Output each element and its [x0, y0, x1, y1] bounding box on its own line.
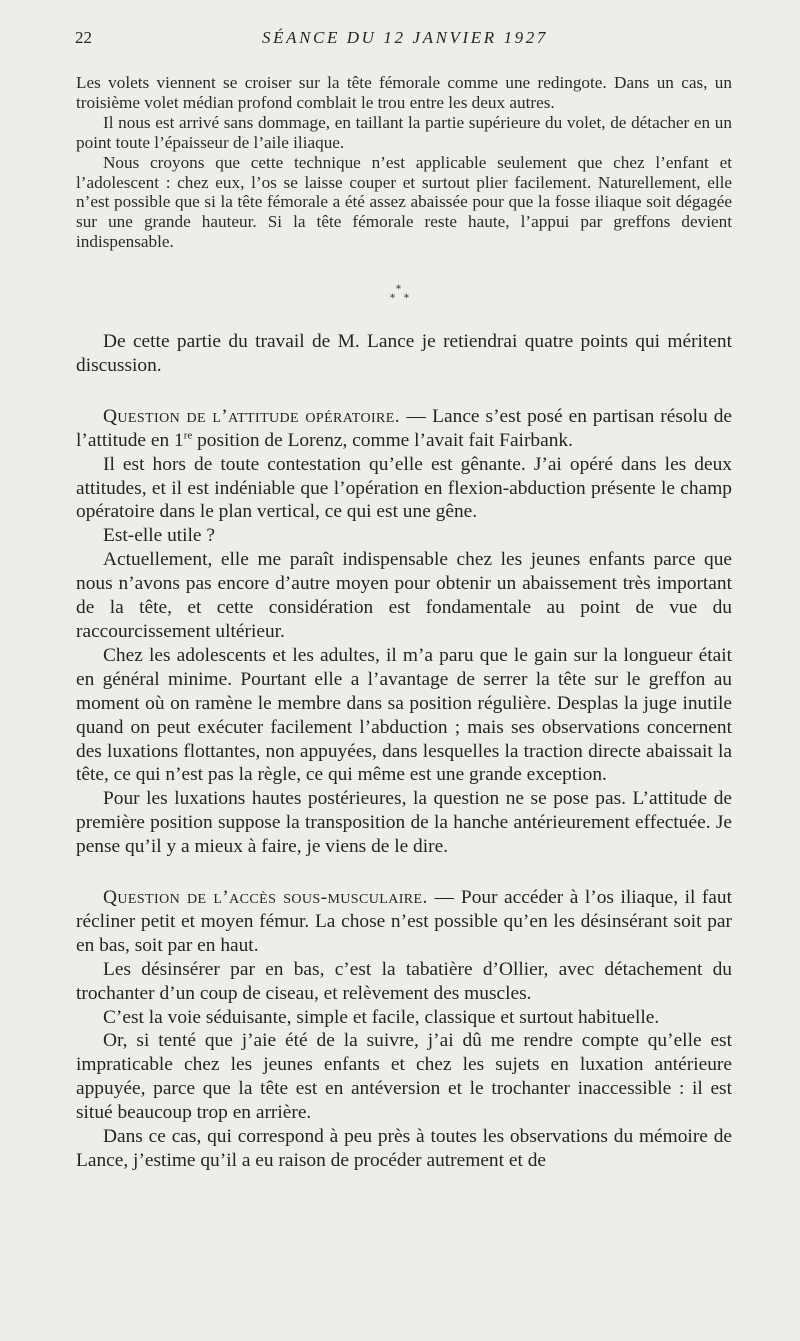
main-text-block	[76, 330, 732, 1173]
paragraph: Est-elle utile ?	[103, 525, 215, 547]
paragraph: Il nous est arrivé sans dommage, en taillant la partie supérieure du volet, de détacher en un point toute l’épaisseur de l’aile iliaque.	[76, 112, 732, 152]
paragraph: Chez les adolescents et les adultes, il m’a paru que le gain sur la longueur était en général minime. Pourtant elle a l’avantage de serrer la tête sur le greffon au moment où on ramène le membre dans sa position régulière. Desplas la juge inutile quand on peut exécuter facilement l’abduction ; mais ses observations concernent des luxations flottantes, non appuyées, dans lesquelles la traction directe abaissait la tête, ce qui n’est pas la règle, ce qui même est une grande exception.	[76, 644, 732, 786]
section-heading: Question de l’accès sous-musculaire. —	[103, 887, 455, 909]
paragraph: Actuellement, elle me paraît indispensable chez les jeunes enfants parce que nous n’avons pas encore d’autre moyen pour obtenir un abaissement très important de la tête, et cette considération est fondamentale au point de vue du raccourcissement ultérieur.	[76, 549, 732, 642]
star-mark: *	[396, 284, 401, 295]
section-opening-paragraph	[76, 405, 732, 453]
paragraph: C’est la voie séduisante, simple et facile, classique et surtout habituelle.	[103, 1006, 660, 1028]
running-head	[0, 28, 800, 52]
paragraph: Nous croyons que cette technique n’est applicable seulement que chez l’enfant et l’adolescent : chez eux, l’os se laisse couper et surtout plier facilement. Naturellement, elle n’est possible que si la tête fémorale a été assez abaissée pour que la fosse iliaque soit dégagée sur une grande hauteur. Si la tête fémorale reste haute, l’appui par greffons devient indispensable.	[76, 152, 732, 252]
paragraph: Dans ce cas, qui correspond à peu près à toutes les observations du mémoire de Lance, j’estime qu’il a eu raison de procéder autrement et de	[76, 1126, 732, 1171]
section-opening-text: Lance s’est posé en partisan résolu de l’attitude en 1	[76, 405, 732, 451]
continued-text-block	[76, 73, 732, 252]
paragraph: Il est hors de toute contestation qu’elle est gênante. J’ai opéré dans les deux attitudes, et il est indéniable que l’opération en flexion-abduction présente le champ opératoire dans le plan vertical, ce qui est une gêne.	[76, 453, 732, 523]
paragraph: Pour les luxations hautes postérieures, la question ne se pose pas. L’attitude de première position suppose la transposition de la hanche antérieurement effectuée. Je pense qu’il y a mieux à faire, je viens de le dire.	[76, 788, 732, 858]
star-mark: *	[404, 293, 409, 304]
section-opening-text: Pour accéder à l’os iliaque, il faut récliner petit et moyen fémur. La chose n’est possible qu’en les désinsérant soit par en bas, soit par en haut.	[76, 887, 732, 956]
section-opening-text: position de Lorenz, comme l’avait fait Fairbank.	[192, 429, 573, 451]
paragraph: Les volets viennent se croiser sur la tête fémorale comme une redingote. Dans un cas, un troisième volet médian profond comblait le trou entre les deux autres.	[76, 73, 732, 112]
intro-paragraph: De cette partie du travail de M. Lance je retiendrai quatre points qui méritent discussion.	[76, 331, 732, 376]
page-header-title: SÉANCE DU 12 JANVIER 1927	[262, 28, 548, 47]
asterism-separator	[375, 284, 425, 308]
paragraph: Or, si tenté que j’aie été de la suivre, j’ai dû me rendre compte qu’elle est impraticable chez les jeunes enfants et chez les sujets en luxation antérieure appuyée, parce que la tête est en antéversion et le trochanter inaccessible : il est situé beaucoup trop en arrière.	[76, 1030, 732, 1124]
section-heading: Question de l’attitude opératoire. —	[103, 405, 427, 427]
page-number: 22	[75, 28, 92, 47]
paragraph: Les désinsérer par en bas, c’est la tabatière d’Ollier, avec détachement du trochanter d’un coup de ciseau, et relèvement des muscles.	[76, 958, 732, 1004]
section-opening-paragraph	[76, 886, 732, 958]
ordinal-superscript: re	[183, 429, 193, 442]
star-mark: *	[390, 293, 395, 304]
